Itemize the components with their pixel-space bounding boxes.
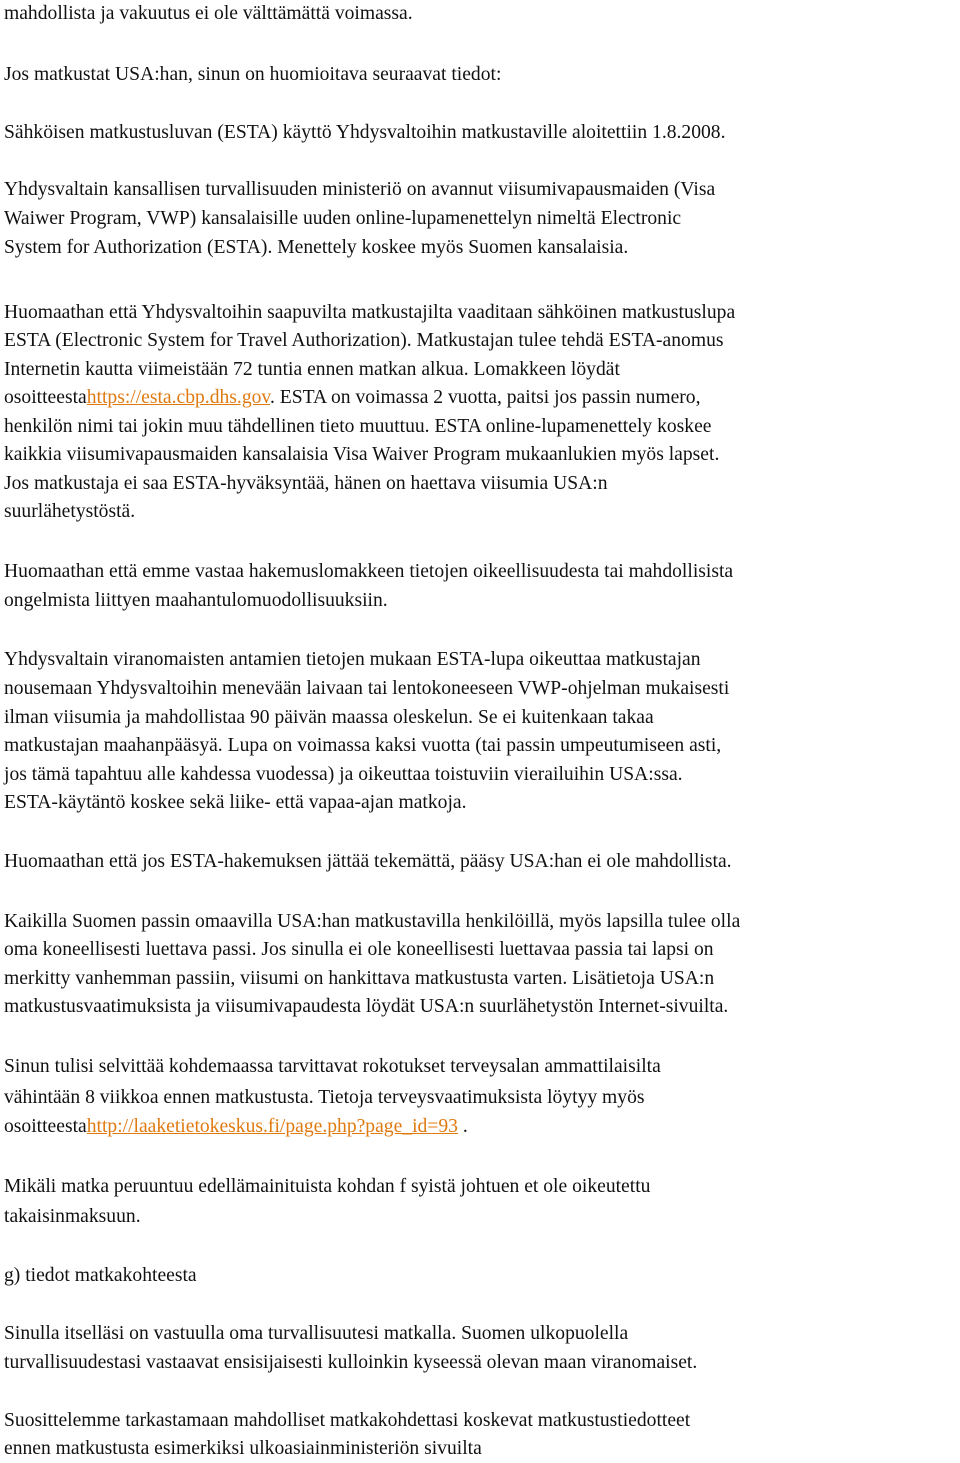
text-line: mahdollista ja vakuutus ei ole välttämättä voimassa. — [4, 3, 413, 24]
text-line: Internetin kautta viimeistään 72 tuntia ennen matkan alkua. Lomakkeen löydät — [4, 359, 620, 380]
text-line: Sinulla itselläsi on vastuulla oma turvallisuutesi matkalla. Suomen ulkopuolella — [4, 1323, 629, 1344]
link-prefix-text: osoitteesta — [4, 387, 87, 408]
text-line: Jos matkustat USA:han, sinun on huomioitava seuraavat tiedot: — [4, 64, 502, 85]
text-line: ilman viisumia ja mahdollistaa 90 päivän maassa oleskelun. Se ei kuitenkaan takaa — [4, 707, 654, 728]
esta-link[interactable]: https://esta.cbp.dhs.gov — [86, 387, 270, 408]
text-line: Jos matkustaja ei saa ESTA-hyväksyntää, hänen on haettava viisumia USA:n — [4, 473, 608, 494]
text-line: kaikkia viisumivapausmaiden kansalaisia Visa Waiver Program mukaanlukien myös lapset. — [4, 444, 720, 465]
text-line: henkilön nimi tai jokin muu tähdellinen tieto muuttuu. ESTA online-lupamenettely koskee — [4, 416, 712, 437]
link-suffix-text: . — [457, 1116, 468, 1137]
section-heading: g) tiedot matkakohteesta — [4, 1265, 197, 1286]
text-line: ESTA (Electronic System for Travel Authorization). Matkustajan tulee tehdä ESTA-anomus — [4, 330, 724, 351]
text-line: nousemaan Yhdysvaltoihin menevään laivaan tai lentokoneeseen VWP-ohjelman mukaisesti — [4, 678, 730, 699]
text-line: suurlähetystöstä. — [4, 501, 136, 522]
text-line — [4, 1112, 468, 1141]
text-line: Yhdysvaltain kansallisen turvallisuuden ministeriö on avannut viisumivapausmaiden (Visa — [4, 179, 716, 200]
text-line: oma koneellisesti luettava passi. Jos sinulla ei ole koneellisesti luettavaa passia tai lapsi on — [4, 939, 714, 960]
text-line: System for Authorization (ESTA). Menettely koskee myös Suomen kansalaisia. — [4, 237, 629, 258]
text-line: ESTA-käytäntö koskee sekä liike- että vapaa-ajan matkoja. — [4, 792, 467, 813]
text-line — [4, 383, 701, 412]
text-line: Mikäli matka peruuntuu edellämainituista kohdan f syistä johtuen et ole oikeutettu — [4, 1176, 651, 1197]
text-line: Huomaathan että jos ESTA-hakemuksen jättää tekemättä, pääsy USA:han ei ole mahdollista. — [4, 851, 732, 872]
text-line: Kaikilla Suomen passin omaavilla USA:han matkustavilla henkilöillä, myös lapsilla tulee olla — [4, 911, 741, 932]
text-line: Yhdysvaltain viranomaisten antamien tietojen mukaan ESTA-lupa oikeuttaa matkustajan — [4, 649, 701, 670]
laaketietokeskus-link[interactable]: http://laaketietokeskus.fi/page.php?page_id=93 — [86, 1116, 458, 1137]
text-line: turvallisuudestasi vastaavat ensisijaisesti kulloinkin kyseessä olevan maan viranomaiset. — [4, 1352, 698, 1373]
text-line: Huomaathan että Yhdysvaltoihin saapuvilta matkustajilta vaaditaan sähköinen matkustuslupa — [4, 302, 736, 323]
text-line: matkustajan maahanpääsyä. Lupa on voimassa kaksi vuotta (tai passin umpeutumiseen asti, — [4, 735, 722, 756]
text-line: ennen matkustusta esimerkiksi ulkoasiainministeriön sivuilta — [4, 1438, 482, 1459]
link-prefix-text: osoitteesta — [4, 1116, 87, 1137]
text-line: takaisinmaksuun. — [4, 1206, 141, 1227]
text-line: Huomaathan että emme vastaa hakemuslomakkeen tietojen oikeellisuudesta tai mahdollisista — [4, 561, 734, 582]
text-line: Sinun tulisi selvittää kohdemaassa tarvittavat rokotukset terveysalan ammattilaisilta — [4, 1056, 661, 1077]
text-line: jos tämä tapahtuu alle kahdessa vuodessa) ja oikeuttaa toistuviin vierailuihin USA:ssa. — [4, 764, 683, 785]
text-line: Suosittelemme tarkastamaan mahdolliset matkakohdettasi koskevat matkustustiedotteet — [4, 1410, 691, 1431]
text-line: matkustusvaatimuksista ja viisumivapaudesta löydät USA:n suurlähetystön Internet-sivuilta. — [4, 996, 729, 1017]
text-line: ongelmista liittyen maahantulomuodollisuuksiin. — [4, 590, 388, 611]
text-line: Sähköisen matkustusluvan (ESTA) käyttö Yhdysvaltoihin matkustaville aloitettiin 1.8.2008. — [4, 122, 726, 143]
text-line: vähintään 8 viikkoa ennen matkustusta. Tietoja terveysvaatimuksista löytyy myös — [4, 1087, 645, 1108]
text-line: Waiwer Program, VWP) kansalaisille uuden online-lupamenettelyn nimeltä Electronic — [4, 208, 682, 229]
link-suffix-text: . ESTA on voimassa 2 vuotta, paitsi jos passin numero, — [269, 387, 701, 408]
text-line: merkitty vanhemman passiin, viisumi on hankittava matkustusta varten. Lisätietoja USA:n — [4, 968, 715, 989]
